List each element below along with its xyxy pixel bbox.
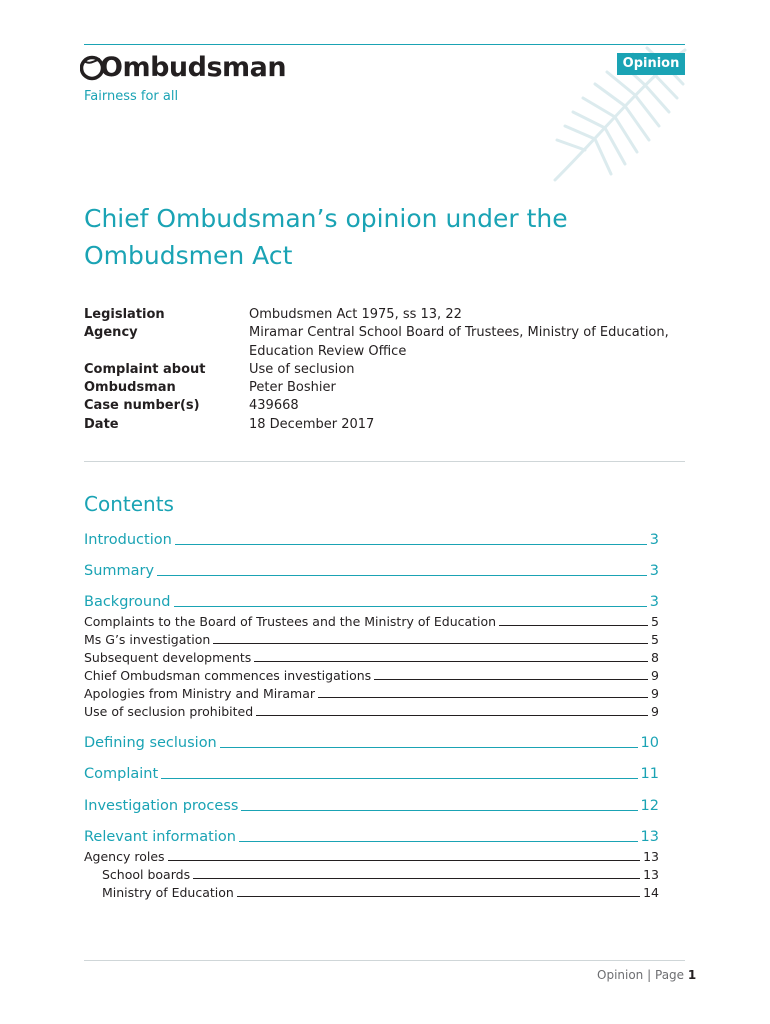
toc-entry[interactable] bbox=[84, 650, 659, 665]
toc-label: Apologies from Ministry and Miramar bbox=[84, 686, 315, 701]
toc-page: 5 bbox=[651, 614, 659, 629]
footer-separator: | bbox=[647, 968, 652, 982]
toc-page: 9 bbox=[651, 704, 659, 719]
meta-value: Ombudsmen Act 1975, ss 13, 22 bbox=[249, 307, 462, 322]
meta-row bbox=[84, 306, 679, 324]
toc-entry[interactable] bbox=[84, 632, 659, 647]
toc-entry[interactable] bbox=[84, 885, 659, 900]
toc-label: Chief Ombudsman commences investigations bbox=[84, 668, 372, 683]
toc-label: Ministry of Education bbox=[102, 885, 234, 900]
toc-page: 3 bbox=[649, 563, 659, 579]
document-type-badge: Opinion bbox=[617, 53, 685, 75]
toc-page: 5 bbox=[651, 632, 659, 647]
toc-leader bbox=[256, 715, 648, 716]
toc-leader bbox=[499, 625, 648, 626]
toc-label: Complaints to the Board of Trustees and the Ministry of Education bbox=[84, 614, 497, 629]
toc-label: Investigation process bbox=[84, 798, 239, 814]
contents-heading: Contents bbox=[84, 492, 174, 516]
meta-label: Ombudsman bbox=[84, 380, 176, 396]
toc-page: 11 bbox=[640, 766, 659, 782]
toc-page: 8 bbox=[651, 650, 659, 665]
meta-label: Case number(s) bbox=[84, 398, 200, 414]
footer-divider bbox=[84, 960, 685, 961]
toc-leader bbox=[161, 778, 637, 779]
toc-leader bbox=[239, 841, 638, 842]
toc-entry[interactable] bbox=[84, 532, 659, 548]
meta-label: Legislation bbox=[84, 307, 165, 322]
meta-value: 18 December 2017 bbox=[249, 416, 375, 432]
meta-label: Agency bbox=[84, 325, 138, 341]
toc-label: School boards bbox=[102, 867, 191, 882]
meta-value: 439668 bbox=[249, 398, 299, 414]
toc-leader bbox=[175, 544, 647, 545]
toc-leader bbox=[237, 896, 640, 897]
toc-label: Agency roles bbox=[84, 849, 165, 864]
toc-entry[interactable] bbox=[84, 563, 659, 579]
toc-label: Defining seclusion bbox=[84, 735, 217, 751]
toc-entry[interactable] bbox=[84, 735, 659, 751]
toc-label: Ms G’s investigation bbox=[84, 632, 211, 647]
logo-wordmark: Ombudsman bbox=[100, 52, 287, 83]
toc-leader bbox=[241, 810, 637, 811]
tagline: Fairness for all bbox=[84, 89, 179, 104]
toc-leader bbox=[213, 643, 648, 644]
toc-label: Relevant information bbox=[84, 829, 236, 845]
case-details bbox=[84, 306, 679, 434]
meta-value: Miramar Central School Board of Trustees, Ministry of Education, Education Review Office bbox=[249, 325, 669, 359]
toc-label: Complaint bbox=[84, 766, 159, 782]
meta-row bbox=[84, 416, 679, 434]
toc-leader bbox=[193, 878, 640, 879]
page-title: Chief Ombudsman’s opinion under the Ombudsmen Act bbox=[84, 204, 568, 270]
toc-label: Subsequent developments bbox=[84, 650, 252, 665]
meta-label: Complaint about bbox=[84, 361, 206, 377]
toc-page: 14 bbox=[643, 885, 659, 900]
footer-page-number: 1 bbox=[687, 968, 697, 982]
footer-section: Opinion bbox=[597, 968, 644, 982]
toc-label: Background bbox=[84, 594, 171, 610]
meta-label: Date bbox=[84, 416, 119, 432]
page-footer bbox=[597, 968, 696, 982]
section-divider bbox=[84, 461, 685, 462]
toc-entry[interactable] bbox=[84, 867, 659, 882]
toc-page: 12 bbox=[640, 798, 659, 814]
meta-row bbox=[84, 361, 679, 379]
toc-label: Use of seclusion prohibited bbox=[84, 704, 254, 719]
toc-entry[interactable] bbox=[84, 668, 659, 683]
toc-leader bbox=[168, 860, 641, 861]
toc-leader bbox=[374, 679, 648, 680]
toc-page: 9 bbox=[651, 686, 659, 701]
meta-value: Use of seclusion bbox=[249, 361, 355, 377]
toc-leader bbox=[220, 747, 638, 748]
toc-page: 9 bbox=[651, 668, 659, 683]
meta-row bbox=[84, 397, 679, 415]
toc-label: Introduction bbox=[84, 532, 172, 548]
toc-entry[interactable] bbox=[84, 614, 659, 629]
toc-leader bbox=[174, 606, 647, 607]
toc-leader bbox=[157, 575, 647, 576]
footer-page-label: Page bbox=[655, 968, 685, 982]
toc-entry[interactable] bbox=[84, 766, 659, 782]
toc-page: 13 bbox=[643, 849, 659, 864]
toc-entry[interactable] bbox=[84, 829, 659, 845]
toc-entry[interactable] bbox=[84, 849, 659, 864]
toc-entry[interactable] bbox=[84, 594, 659, 610]
toc-page: 10 bbox=[640, 735, 659, 751]
toc-page: 3 bbox=[649, 594, 659, 610]
toc-page: 13 bbox=[640, 829, 659, 845]
toc-leader bbox=[318, 697, 648, 698]
meta-row bbox=[84, 379, 679, 397]
meta-value: Peter Boshier bbox=[249, 380, 336, 396]
toc-entry[interactable] bbox=[84, 704, 659, 719]
toc-entry[interactable] bbox=[84, 798, 659, 814]
toc-leader bbox=[254, 661, 648, 662]
toc-page: 13 bbox=[643, 867, 659, 882]
toc-page: 3 bbox=[649, 532, 659, 548]
toc-label: Summary bbox=[84, 563, 155, 579]
toc-entry[interactable] bbox=[84, 686, 659, 701]
meta-row bbox=[84, 324, 679, 361]
